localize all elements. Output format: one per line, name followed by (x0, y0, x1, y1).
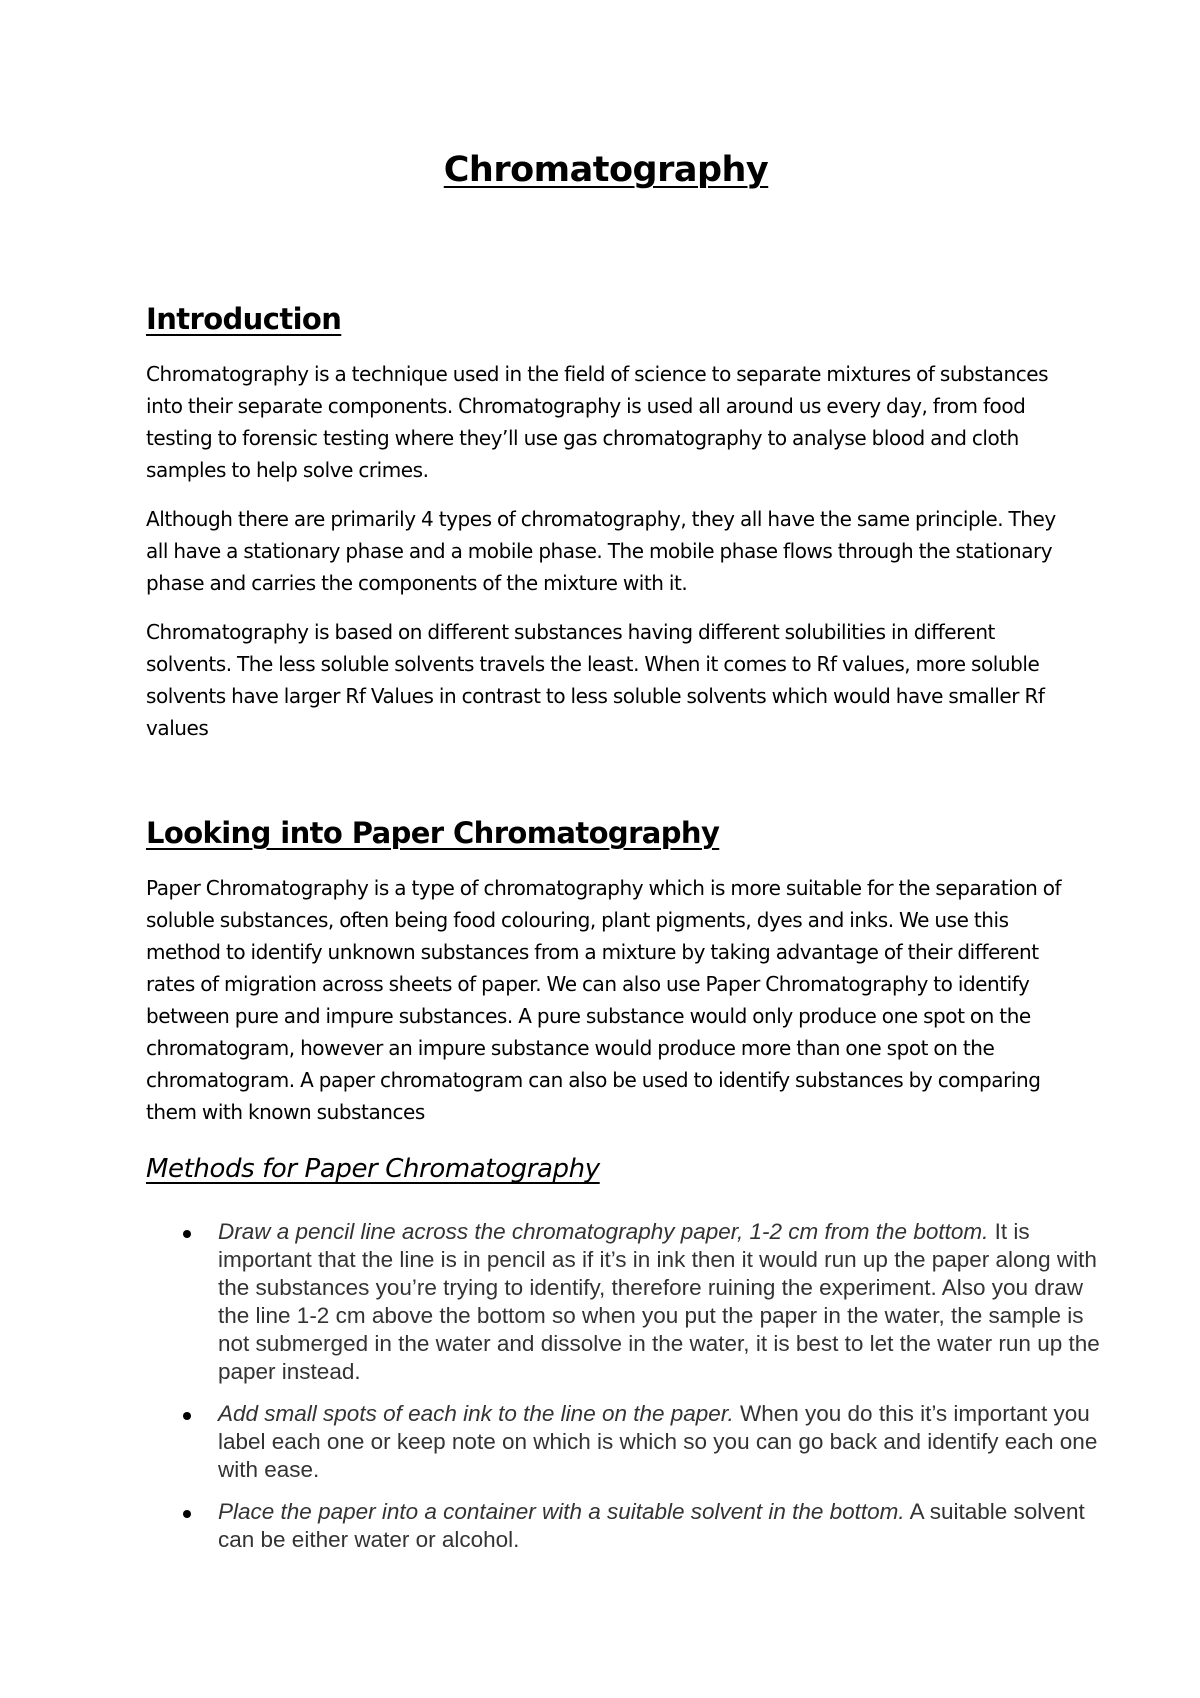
introduction-paragraph-2: Although there are primarily 4 types of chromatography, they all have the same principle. They all have a stationary phase and a mobile phase. The mobile phase flows through the stationary phase and carries the components of the mixture with it. (146, 507, 1056, 595)
methods-list (146, 1218, 1100, 1568)
bullet-icon (183, 1510, 191, 1518)
bullet-icon (183, 1412, 191, 1420)
method-lead: Add small spots of each ink to the line on the paper. (218, 1401, 734, 1426)
method-body: It is important that the line is in pencil as if it’s in ink then it would run up the paper along with the substances you’re trying to identify, therefore ruining the experiment. Also you draw the line 1-2 cm above the bottom so when you put the paper in the water, the sample is not submerged in the water and dissolve in the water, it is best to let the water run up the paper instead. (218, 1219, 1100, 1384)
bullet-icon (183, 1230, 191, 1238)
method-body: A suitable solvent can be either water or alcohol. (218, 1499, 1085, 1552)
method-item-1 (146, 1218, 1118, 1386)
methods-heading: Methods for Paper Chromatography (146, 1154, 600, 1184)
document-title: Chromatography (443, 150, 769, 190)
method-lead: Place the paper into a container with a suitable solvent in the bottom. (218, 1499, 905, 1524)
method-item-3 (146, 1498, 1118, 1554)
method-body: When you do this it’s important you label each one or keep note on which is which so you can go back and identify each one with ease. (218, 1401, 1098, 1482)
method-lead: Draw a pencil line across the chromatography paper, 1-2 cm from the bottom. (218, 1219, 989, 1244)
paper-chromatography-paragraph: Paper Chromatography is a type of chromatography which is more suitable for the separation of soluble substances, often being food colouring, plant pigments, dyes and inks. We use this method to identify unknown substances from a mixture by taking advantage of their different rates of migration across sheets of paper. We can also use Paper Chromatography to identify between pure and impure substances. A pure substance would only produce one spot on the chromatogram, however an impure substance would produce more than one spot on the chromatogram. A paper chromatogram can also be used to identify substances by comparing them with known substances (146, 876, 1062, 1124)
introduction-heading: Introduction (146, 302, 342, 336)
method-item-2 (146, 1400, 1118, 1484)
introduction-paragraph-1: Chromatography is a technique used in the field of science to separate mixtures of substances into their separate components. Chromatography is used all around us every day, from food testing to forensic testing where they’ll use gas chromatography to analyse blood and cloth samples to help solve crimes. (146, 362, 1049, 482)
introduction-paragraph-3: Chromatography is based on different substances having different solubilities in different solvents. The less soluble solvents travels the least. When it comes to Rf values, more soluble solvents have larger Rf Values in contrast to less soluble solvents which would have smaller Rf values (146, 620, 1045, 740)
paper-chromatography-heading: Looking into Paper Chromatography (146, 816, 720, 850)
